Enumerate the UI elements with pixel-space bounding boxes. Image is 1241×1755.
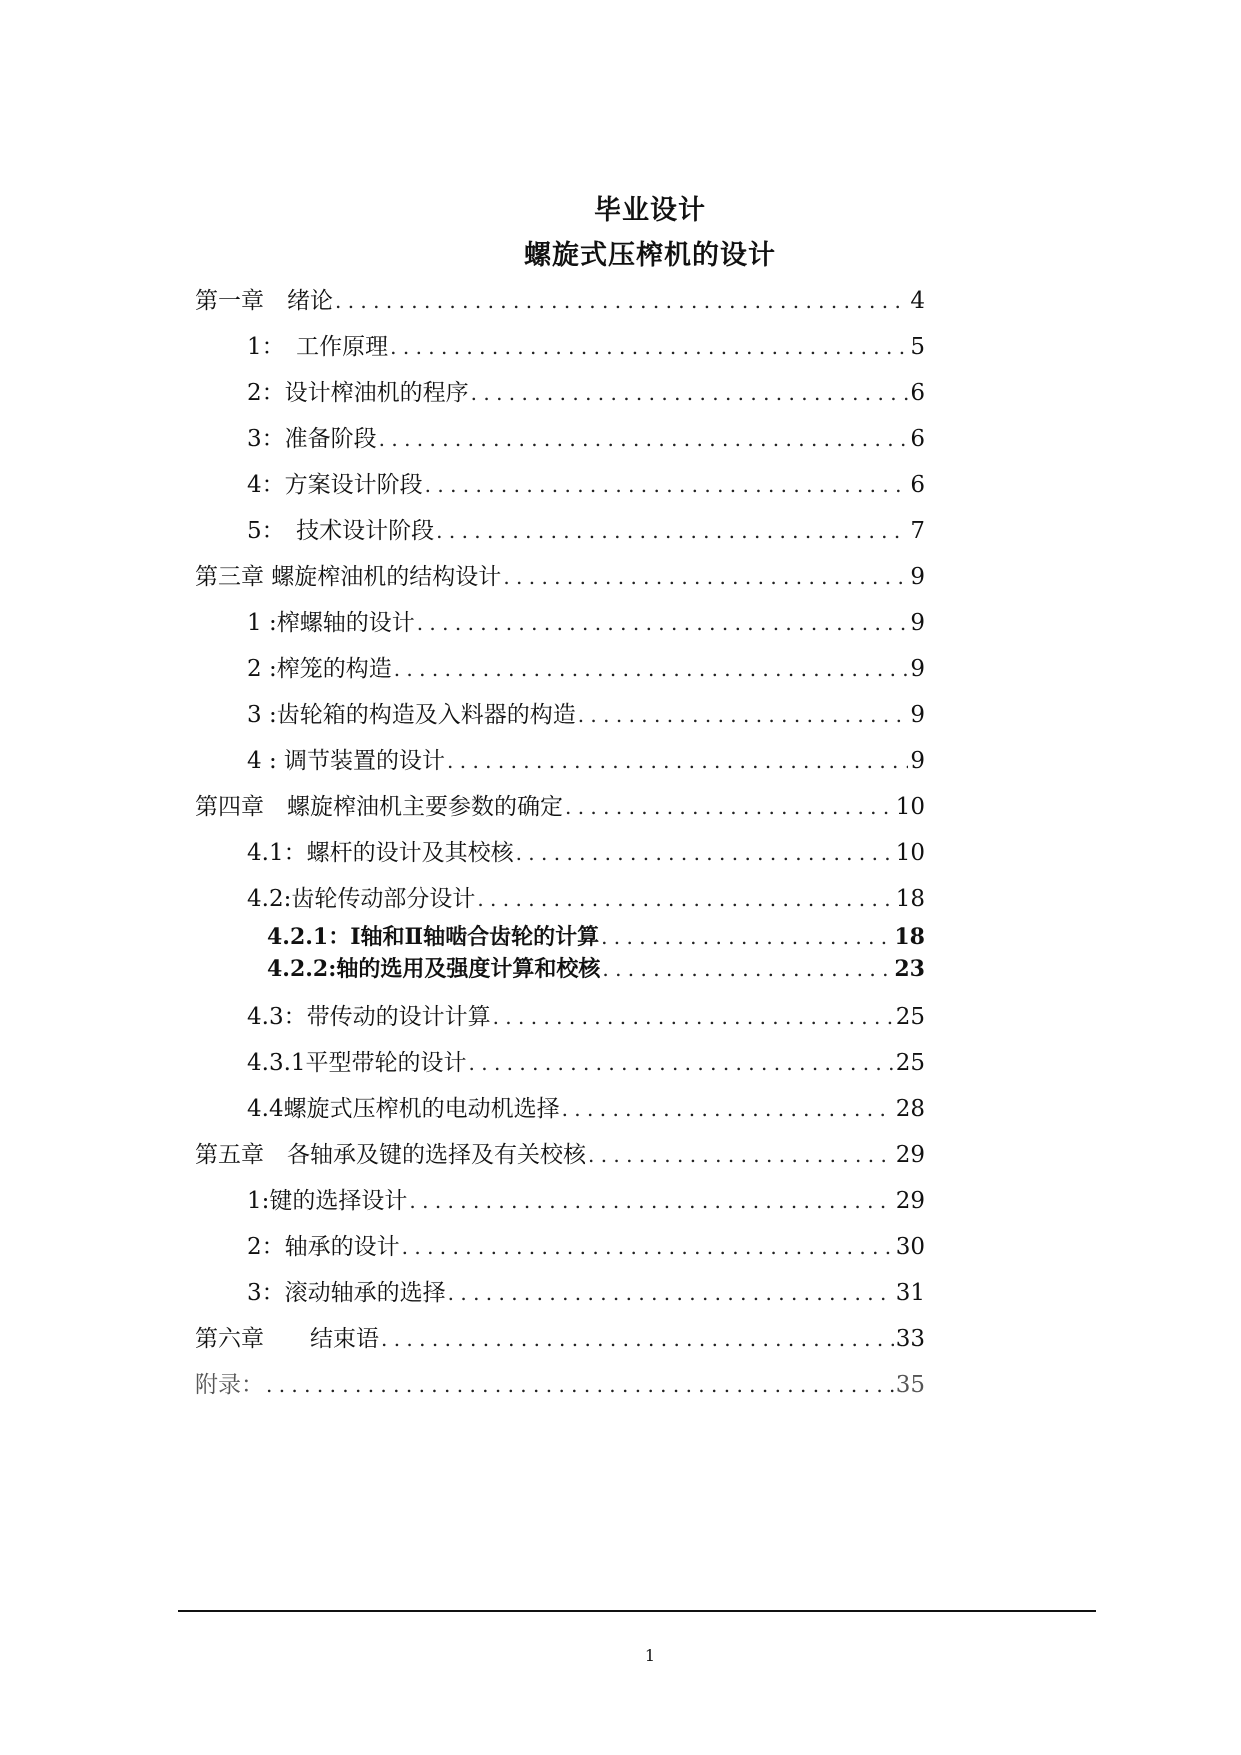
toc-entry-label: 1： 工作原理	[247, 334, 389, 360]
toc-entry-1-3[interactable]	[195, 419, 925, 465]
dot-leader	[379, 419, 909, 459]
toc-entry-page: 7	[910, 518, 925, 544]
toc-entry-4-2[interactable]	[195, 879, 925, 925]
toc-entry-page: 6	[910, 426, 925, 452]
toc-entry-label: 4.3.1平型带轮的设计	[247, 1050, 467, 1076]
toc-entry-1-1[interactable]	[195, 327, 925, 373]
toc-entry-page: 25	[895, 1050, 925, 1076]
toc-entry-label: 1 :榨螺轴的设计	[247, 610, 415, 636]
dot-leader	[417, 603, 909, 643]
dot-leader	[503, 557, 908, 597]
dot-leader	[602, 953, 892, 985]
dot-leader	[409, 1181, 893, 1221]
toc-entry-label: 4 : 调节装置的设计	[247, 748, 446, 774]
toc-entry-page: 9	[910, 748, 925, 774]
toc-entry-1-2[interactable]	[195, 373, 925, 419]
toc-entry-label: 附录：	[195, 1372, 264, 1398]
toc-entry-page: 25	[895, 1004, 925, 1030]
toc-entry-page: 9	[910, 656, 925, 682]
toc-entry-4-2-1[interactable]	[195, 921, 925, 953]
toc-entry-label: 第五章 各轴承及键的选择及有关校核	[195, 1142, 586, 1168]
toc-entry-page: 29	[895, 1188, 925, 1214]
footer-divider	[178, 1610, 1096, 1612]
toc-entry-4-2-2[interactable]	[195, 953, 925, 985]
dot-leader	[477, 879, 893, 919]
toc-entry-page: 31	[895, 1280, 925, 1306]
table-of-contents	[195, 281, 925, 1411]
dot-leader	[601, 921, 892, 953]
toc-entry-label: 1:键的选择设计	[247, 1188, 408, 1214]
dot-leader	[425, 465, 909, 505]
toc-entry-5-1[interactable]	[195, 1181, 925, 1227]
toc-entry-label: 5： 技术设计阶段	[247, 518, 435, 544]
document-subtitle: 螺旋式压榨机的设计	[524, 240, 776, 271]
toc-entry-label: 3：准备阶段	[247, 426, 377, 452]
dot-leader	[335, 281, 908, 321]
toc-entry-label: 4.4螺旋式压榨机的电动机选择	[247, 1096, 560, 1122]
toc-entry-page: 9	[910, 564, 925, 590]
toc-entry-page: 18	[895, 886, 925, 912]
toc-entry-1-4[interactable]	[195, 465, 925, 511]
toc-entry-page: 30	[895, 1234, 925, 1260]
dot-leader	[266, 1365, 894, 1405]
toc-entry-page: 35	[895, 1372, 925, 1398]
toc-entry-3-2[interactable]	[195, 649, 925, 695]
toc-entry-4-1[interactable]	[195, 833, 925, 879]
toc-entry-label: 4.3：带传动的设计计算	[247, 1004, 491, 1030]
toc-entry-chapter-6[interactable]	[195, 1319, 925, 1365]
toc-entry-page: 4	[910, 288, 925, 314]
dot-leader	[565, 787, 894, 827]
toc-entry-page: 28	[895, 1096, 925, 1122]
toc-entry-label: 第三章 螺旋榨油机的结构设计	[195, 564, 502, 590]
toc-entry-3-4[interactable]	[195, 741, 925, 787]
toc-entry-5-2[interactable]	[195, 1227, 925, 1273]
toc-entry-appendix[interactable]	[195, 1365, 925, 1411]
toc-entry-page: 29	[895, 1142, 925, 1168]
toc-entry-label: 4：方案设计阶段	[247, 472, 423, 498]
toc-entry-page: 10	[895, 794, 925, 820]
dot-leader	[471, 373, 909, 413]
toc-entry-label: 4.2.1：Ⅰ轴和Ⅱ轴啮合齿轮的计算	[267, 924, 600, 950]
dot-leader	[448, 1273, 894, 1313]
dot-leader	[447, 741, 908, 781]
toc-entry-5-3[interactable]	[195, 1273, 925, 1319]
toc-entry-page: 5	[910, 334, 925, 360]
toc-entry-page: 10	[895, 840, 925, 866]
dot-leader	[588, 1135, 894, 1175]
dot-leader	[562, 1089, 894, 1129]
toc-entry-page: 33	[895, 1326, 925, 1352]
dot-leader	[381, 1319, 894, 1359]
dot-leader	[578, 695, 909, 735]
toc-entry-label: 2：设计榨油机的程序	[247, 380, 469, 406]
toc-entry-3-3[interactable]	[195, 695, 925, 741]
toc-entry-chapter-3[interactable]	[195, 557, 925, 603]
toc-entry-3-1[interactable]	[195, 603, 925, 649]
toc-entry-4-4[interactable]	[195, 1089, 925, 1135]
page-number: 1	[644, 1646, 656, 1665]
dot-leader	[390, 327, 908, 367]
toc-entry-label: 2 :榨笼的构造	[247, 656, 392, 682]
toc-entry-label: 第四章 螺旋榨油机主要参数的确定	[195, 794, 563, 820]
dot-leader	[436, 511, 908, 551]
toc-entry-page: 9	[910, 610, 925, 636]
toc-entry-chapter-5[interactable]	[195, 1135, 925, 1181]
toc-entry-label: 第六章 结束语	[195, 1326, 379, 1352]
toc-entry-label: 4.2:齿轮传动部分设计	[247, 886, 476, 912]
toc-entry-label: 3：滚动轴承的选择	[247, 1280, 446, 1306]
toc-entry-page: 18	[894, 924, 925, 950]
toc-entry-label: 4.1：螺杆的设计及其校核	[247, 840, 514, 866]
dot-leader	[394, 649, 909, 689]
dot-leader	[493, 997, 894, 1037]
toc-entry-page: 9	[910, 702, 925, 728]
toc-entry-4-3[interactable]	[195, 997, 925, 1043]
toc-entry-label: 3 :齿轮箱的构造及入料器的构造	[247, 702, 576, 728]
toc-entry-label: 2：轴承的设计	[247, 1234, 400, 1260]
toc-entry-1-5[interactable]	[195, 511, 925, 557]
dot-leader	[469, 1043, 894, 1083]
dot-leader	[402, 1227, 894, 1267]
toc-entry-chapter-4[interactable]	[195, 787, 925, 833]
document-title: 毕业设计	[594, 195, 706, 226]
dot-leader	[516, 833, 894, 873]
toc-entry-4-3-1[interactable]	[195, 1043, 925, 1089]
toc-entry-page: 23	[894, 956, 925, 982]
toc-entry-chapter-1[interactable]	[195, 281, 925, 327]
toc-entry-label: 4.2.2:轴的选用及强度计算和校核	[267, 956, 601, 982]
toc-entry-label: 第一章 绪论	[195, 288, 333, 314]
toc-entry-page: 6	[910, 380, 925, 406]
toc-entry-page: 6	[910, 472, 925, 498]
